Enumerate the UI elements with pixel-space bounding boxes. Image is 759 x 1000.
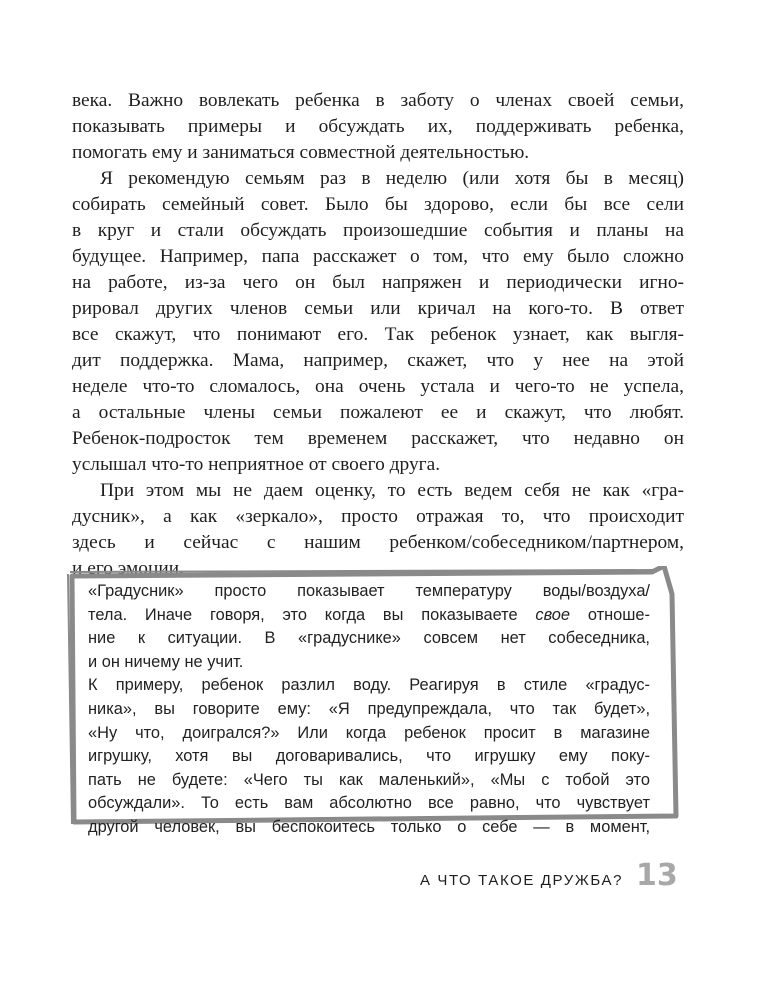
sidebar-note-text <box>88 580 650 840</box>
text-line: дит поддержка. Мама, например, скажет, что у нее на этой <box>72 350 684 371</box>
text-line: рировал других членов семьи или кричал на кого-то. В ответ <box>72 298 684 319</box>
text-line: неделе что-то сломалось, она очень устала и чего-то не успела, <box>72 376 684 397</box>
text-line: будущее. Например, папа расскажет о том, что ему было сложно <box>72 246 684 267</box>
text-line: а остальные члены семьи пожалеют ее и скажут, что любят. <box>72 402 684 423</box>
text-line: в круг и стали обсуждать произошедшие события и планы на <box>72 220 684 241</box>
paragraph-2 <box>72 166 684 478</box>
note-line: другой человек, вы беспокоитесь только о себе — в момент, <box>88 817 650 836</box>
text-line: При этом мы не даем оценку, то есть ведем себя не как «гра- <box>100 480 684 501</box>
note-line: обсуждали». То есть вам абсолютно все равно, что чувствует <box>88 794 650 813</box>
note-line: ника», вы говорите ему: «Я предупреждала, что так будет», <box>88 699 650 718</box>
note-line: К примеру, ребенок разлил воду. Реагируя в стиле «градус- <box>88 676 650 695</box>
running-footer-title: А ЧТО ТАКОЕ ДРУЖБА? <box>420 872 624 889</box>
paragraph-1 <box>72 88 684 166</box>
emphasized-word: свое <box>535 605 571 624</box>
note-line: ние к ситуации. В «градуснике» совсем нет собеседника, <box>88 629 650 648</box>
text-line: показывать примеры и обсуждать их, поддерживать ребенка, <box>72 116 684 137</box>
text-line: дусник», а как «зеркало», просто отражая то, что происходит <box>72 506 684 527</box>
main-text <box>72 88 684 582</box>
note-line: «Градусник» просто показывает температуру воды/воздуха/ <box>88 582 650 600</box>
note-line: пать не будете: «Чего ты как маленький», «Мы с тобой это <box>88 770 650 789</box>
text-line: на работе, из-за чего он был напряжен и периодически игно- <box>72 272 684 293</box>
note-line <box>88 604 650 628</box>
text-line: все скажут, что понимают его. Так ребенок узнает, как выгля- <box>72 324 684 345</box>
page-number: 13 <box>636 858 678 893</box>
note-line-text: тела. Иначе говоря, это когда вы показываете свое отноше- <box>88 605 650 624</box>
note-line: игрушку, хотя вы договаривались, что игрушку ему поку- <box>88 747 650 766</box>
note-line: и он ничему не учит. <box>88 652 244 671</box>
text-line: услышал что-то неприятное от своего друга. <box>72 454 441 475</box>
text-line: помогать ему и заниматься совместной деятельностью. <box>72 142 530 163</box>
text-line: собирать семейный совет. Было бы здорово, если бы все сели <box>72 194 684 215</box>
text-line: Я рекомендую семьям раз в неделю (или хотя бы в месяц) <box>100 168 684 189</box>
text-line: Ребенок-подросток тем временем расскажет, что недавно он <box>72 428 684 449</box>
text-line: здесь и сейчас с нашим ребенком/собеседником/партнером, <box>72 532 684 553</box>
note-line: «Ну что, доигрался?» Или когда ребенок просит в магазине <box>88 723 650 742</box>
sidebar-note <box>64 566 684 836</box>
text-line: и его эмоции. <box>72 558 184 579</box>
text-line: века. Важно вовлекать ребенка в заботу о членах своей семьи, <box>72 90 684 111</box>
